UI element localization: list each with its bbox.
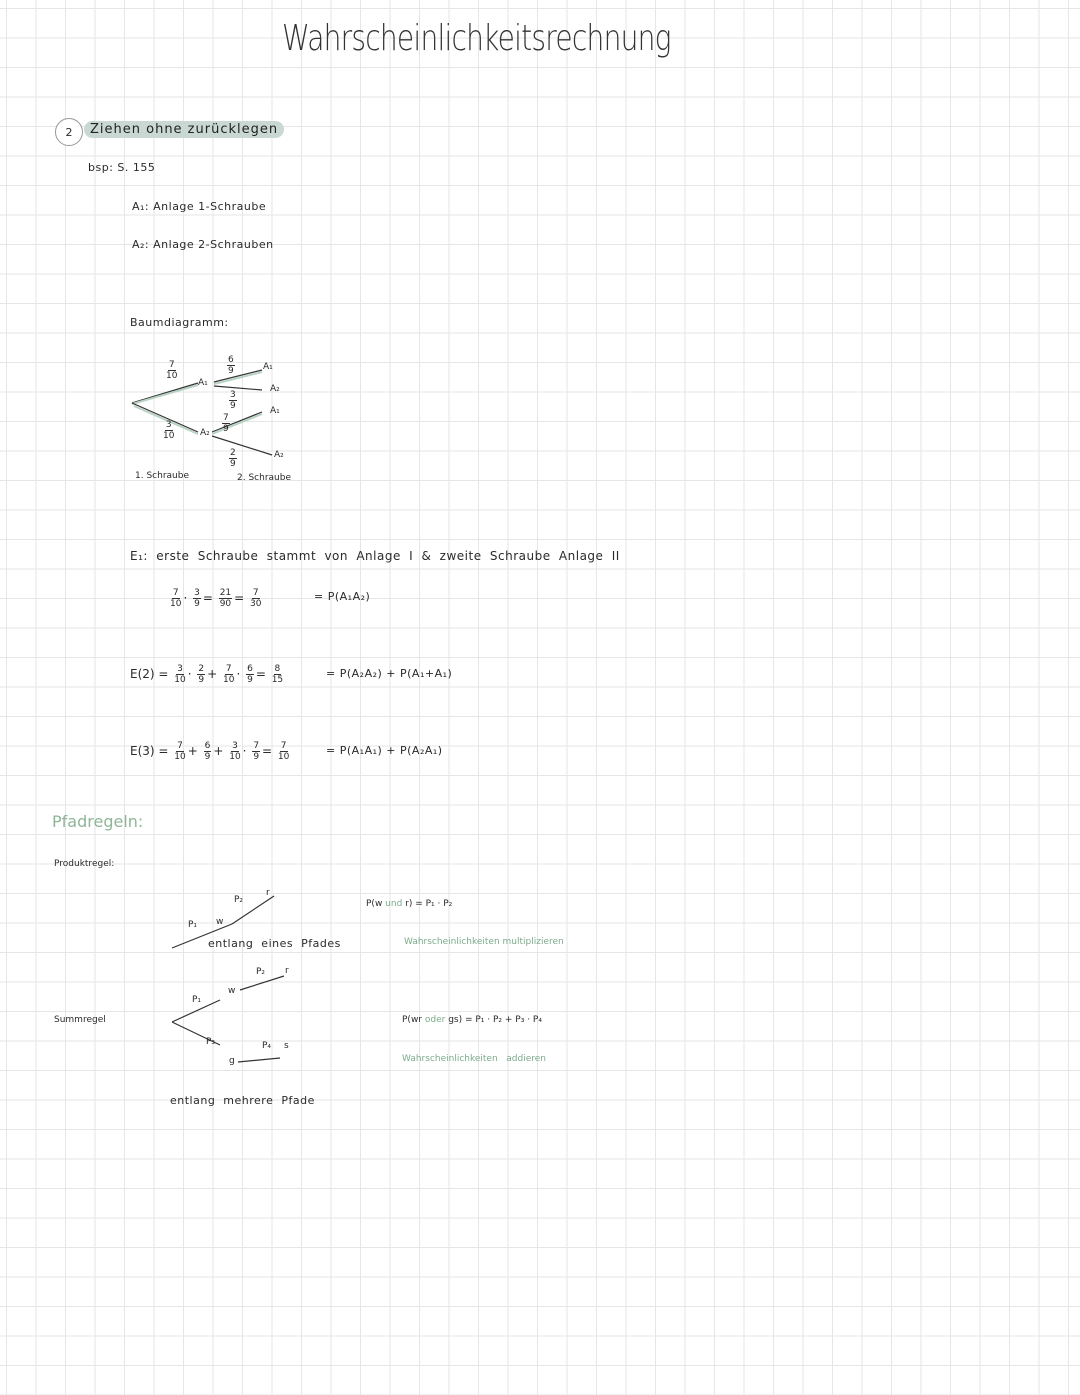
leaf-a1-a1: A₁ — [263, 362, 273, 372]
sum-along-text: entlang mehrere Pfade — [170, 1094, 315, 1107]
sum-p3: P₃ — [206, 1037, 216, 1047]
sum-formula: P(wr oder gs) = P₁ · P₂ + P₃ · P₄ — [402, 1015, 542, 1025]
branch-a1-a1-highlight — [214, 372, 262, 384]
definition-a2: A₂: Anlage 2-Schrauben — [132, 238, 274, 251]
section-number: 2 — [55, 118, 83, 146]
prob-a2-a2: 2 9 — [230, 448, 236, 469]
node-a2: A₂ — [200, 428, 210, 438]
product-r: r — [266, 888, 270, 898]
sum-w: w — [228, 986, 236, 996]
branch-a2-a1 — [212, 412, 262, 432]
leaf-a2-a2: A₂ — [274, 450, 284, 460]
calculation-e2: E(2) = $\frac{3}{10}$ · $\frac{2}{9}$ + $\frac{7}{10}$ · $\frac{6}{9}$ = $\frac{8}{15}$ — [130, 664, 284, 685]
sum-g: g — [229, 1056, 235, 1066]
rules-heading: Pfadregeln: — [52, 812, 144, 831]
calc2-note: = P(A₂A₂) + P(A₁+A₁) — [326, 667, 453, 680]
sum-hint: Wahrscheinlichkeiten addieren — [402, 1054, 547, 1064]
page-title: Wahrscheinlichkeitsrechnung — [282, 18, 671, 59]
product-w: w — [216, 917, 224, 927]
branch-a2-a1-highlight — [212, 414, 262, 434]
product-p1: P₁ — [188, 920, 198, 930]
branch-a2-a2 — [212, 436, 272, 455]
product-p2: P₂ — [234, 895, 244, 905]
prob-a2-a1: 7 9 — [223, 413, 229, 434]
branch-a1-a1 — [214, 370, 262, 382]
prob-a1-a1: 6 9 — [228, 355, 234, 376]
node-a1: A₁ — [198, 378, 208, 388]
calc1-note: = P(A₁A₂) — [314, 590, 371, 603]
leaf-a2-a1: A₁ — [270, 406, 280, 416]
product-rule-label: Produktregel: — [54, 859, 115, 869]
branch-a1 — [132, 383, 198, 403]
calculation-e1: $\frac{7}{10}$ · $\frac{3}{9}$ = $\frac{21}{90}$ = $\frac{7}{30}$ — [170, 588, 262, 609]
sum-branch-s — [238, 1058, 280, 1062]
prob-a1-a2: 3 9 — [230, 390, 236, 411]
definition-a1: A₁: Anlage 1-Schraube — [132, 200, 267, 213]
sum-p1: P₁ — [192, 995, 202, 1005]
axis-first-screw: 1. Schraube — [135, 471, 189, 481]
product-hint: Wahrscheinlichkeiten multiplizieren — [404, 937, 564, 947]
branch-a1-highlight — [132, 385, 198, 404]
sum-p4: P₄ — [262, 1041, 272, 1051]
tree-label: Baumdiagramm: — [130, 316, 229, 329]
leaf-a1-a2: A₂ — [270, 384, 280, 394]
sum-rule-label: Summregel — [54, 1015, 106, 1025]
product-formula: P(w und r) = P₁ · P₂ — [366, 899, 453, 909]
branch-a1-a2 — [214, 386, 262, 390]
sum-r: r — [285, 966, 289, 976]
prob-a1: 7 10 — [166, 360, 178, 381]
sum-branch-r — [240, 976, 284, 990]
event-description: E₁: erste Schraube stammt von Anlage I & zweite Schraube Anlage II — [130, 549, 620, 563]
product-along-text: entlang eines Pfades — [208, 937, 341, 950]
axis-second-screw: 2. Schraube — [237, 473, 291, 483]
example-reference: bsp: S. 155 — [88, 161, 156, 174]
calc3-note: = P(A₁A₁) + P(A₂A₁) — [326, 744, 443, 757]
calculation-e3: E(3) = $\frac{7}{10}$ + $\frac{6}{9}$ + $\frac{3}{10}$ · $\frac{7}{9}$ = $\frac{7}{10}$ — [130, 741, 290, 762]
sum-p2: P₂ — [256, 967, 266, 977]
prob-a2: 3 10 — [163, 420, 175, 441]
section-heading: Ziehen ohne zurücklegen — [84, 121, 284, 138]
sum-s: s — [284, 1041, 289, 1051]
